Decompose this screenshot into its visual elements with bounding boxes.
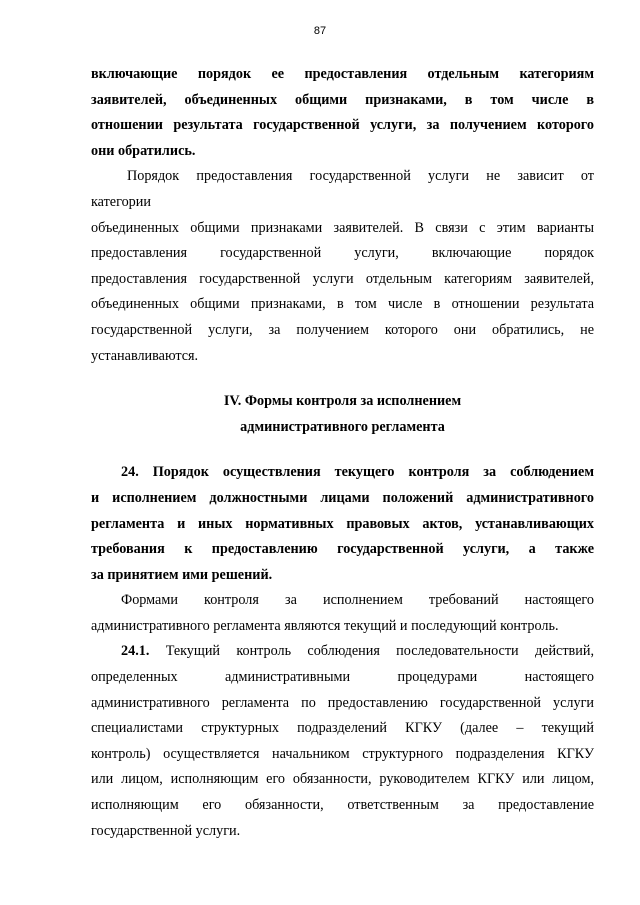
text-line: определенных административными процедурами настоящего (91, 669, 594, 686)
section-title-line: административного регламента (240, 418, 445, 435)
text-line: специалистами структурных подразделений КГКУ (далее – текущий (91, 720, 594, 737)
text-line: отношении результата государственной услуги, за получением которого (91, 117, 594, 134)
text-line: объединенных общими признаками заявителей. В связи с этим варианты (91, 219, 594, 236)
text-line: административного регламента являются текущий и последующий контроль. (91, 617, 559, 634)
text-line: они обратились. (91, 142, 196, 159)
text-line: объединенных общими признаками, в том числе в отношении результата (91, 296, 594, 313)
text-line: категории (91, 193, 151, 210)
text-line: 24. Порядок осуществления текущего контроля за соблюдением (121, 464, 594, 481)
section-title-line: IV. Формы контроля за исполнением (223, 393, 462, 410)
item-24-heading (91, 460, 594, 588)
text-line (91, 639, 594, 665)
text-line: Формами контроля за исполнением требований настоящего (121, 592, 594, 609)
paragraph-control-forms (91, 588, 594, 639)
spacer (91, 440, 594, 460)
text-line: исполняющим его обязанности, ответственным за предоставление (91, 797, 594, 814)
paragraph-order-independence (91, 164, 594, 369)
text-line: предоставления государственной услуги, включающие порядок (91, 245, 594, 262)
text-line: за принятием ими решений. (91, 566, 273, 583)
text-line: Порядок предоставления государственной услуги не зависит от (127, 168, 594, 185)
text-line: и исполнением должностными лицами положений административного (91, 489, 594, 506)
text-line: административного регламента по предоставлению государственной услуги (91, 694, 594, 711)
page-number: 87 (313, 25, 327, 37)
item-24-1-paragraph (91, 639, 594, 844)
text-line: государственной услуги. (91, 822, 241, 839)
text-line: или лицом, исполняющим его обязанности, руководителем КГКУ или лицом, (91, 771, 594, 788)
spacer (91, 369, 594, 389)
text-line: предоставления государственной услуги отдельным категориям заявителей, (91, 270, 594, 287)
item-number: 24.1. (121, 643, 150, 660)
text-line: включающие порядок ее предоставления отдельным категориям (91, 66, 594, 82)
text-line: государственной услуги, за получением которого они обратились, не (91, 321, 594, 338)
section-title (91, 389, 594, 440)
text-line: требования к предоставлению государственной услуги, а также (91, 541, 594, 558)
text-line: регламента и иных нормативных правовых актов, устанавливающих (91, 515, 594, 532)
text-line: устанавливаются. (91, 347, 199, 364)
text-line: контроль) осуществляется начальником структурного подразделения КГКУ (91, 745, 594, 762)
bold-continuation-block (91, 62, 594, 164)
page-content (91, 62, 594, 844)
text-line: заявителей, объединенных общими признаками, в том числе в (91, 91, 594, 108)
item-text: Текущий контроль соблюдения последовательности действий, (149, 643, 594, 660)
